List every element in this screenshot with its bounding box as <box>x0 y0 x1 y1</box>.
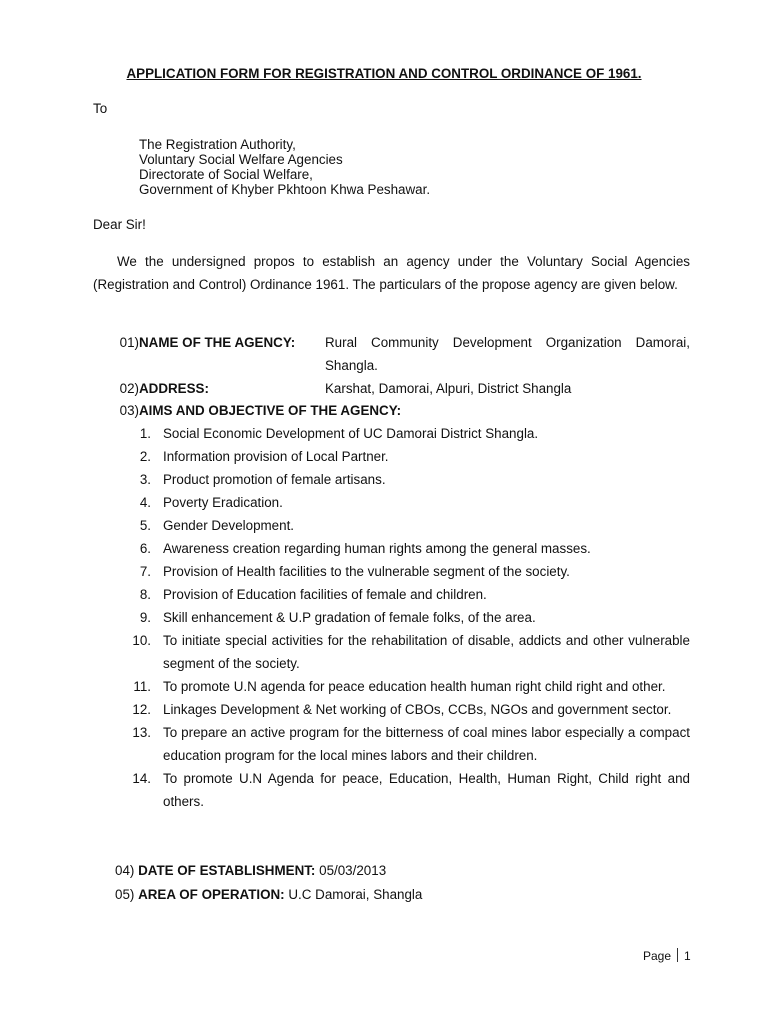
document-title: APPLICATION FORM FOR REGISTRATION AND CONTROL ORDINANCE OF 1961. <box>126 66 642 81</box>
recipient-address <box>139 137 430 197</box>
field-value: 05/03/2013 <box>319 863 387 878</box>
field-agency-name <box>115 331 690 377</box>
list-item <box>130 445 690 468</box>
list-item <box>130 583 690 606</box>
item-number: 6. <box>139 541 151 556</box>
page-number: 1 <box>684 949 691 963</box>
field-aims <box>115 399 690 422</box>
field-label: DATE OF ESTABLISHMENT: <box>138 863 316 878</box>
footer-divider <box>677 948 678 962</box>
field-label: ADDRESS: <box>139 381 209 396</box>
item-number: 10. <box>132 633 151 648</box>
list-item <box>130 606 690 629</box>
field-number: 03) <box>119 403 139 418</box>
item-text: Awareness creation regarding human rights among the general masses. <box>163 541 591 556</box>
item-text: To initiate special activities for the rehabilitation of disable, addicts and other vulnerable segment of the society. <box>163 633 690 671</box>
salutation: Dear Sir! <box>93 217 146 232</box>
address-line: Government of Khyber Pkhtoon Khwa Peshawar. <box>139 182 431 197</box>
intro-paragraph: We the undersigned propos to establish an agency under the Voluntary Social Agencies (Registration and Control) Ordinance 1961. The particulars of the propose agency are given below. <box>93 254 690 292</box>
item-number: 11. <box>133 679 151 694</box>
item-number: 5. <box>139 518 151 533</box>
item-number: 8. <box>139 587 151 602</box>
item-number: 13. <box>132 725 151 740</box>
list-item <box>130 422 690 445</box>
field-number: 02) <box>119 381 139 396</box>
item-text: To promote U.N Agenda for peace, Education, Health, Human Right, Child right and others. <box>163 771 690 809</box>
list-item <box>130 629 690 675</box>
field-label: NAME OF THE AGENCY: <box>139 335 296 350</box>
address-line: Directorate of Social Welfare, <box>139 167 313 182</box>
list-item <box>130 514 690 537</box>
field-value: Karshat, Damorai, Alpuri, District Shangla <box>325 381 572 396</box>
field-date <box>115 859 386 882</box>
field-label: AREA OF OPERATION: <box>138 887 285 902</box>
list-item <box>130 721 690 767</box>
list-item <box>130 698 690 721</box>
item-number: 4. <box>139 495 151 510</box>
item-text: To prepare an active program for the bitterness of coal mines labor especially a compact education program for the local mines labors and their children. <box>163 725 690 763</box>
list-item <box>130 468 690 491</box>
address-line: The Registration Authority, <box>139 137 296 152</box>
field-address <box>115 377 690 400</box>
item-number: 7. <box>139 564 151 579</box>
field-value: U.C Damorai, Shangla <box>288 887 423 902</box>
list-item <box>130 537 690 560</box>
item-text: Product promotion of female artisans. <box>163 472 386 487</box>
item-number: 9. <box>139 610 151 625</box>
item-number: 14. <box>132 771 151 786</box>
field-label: AIMS AND OBJECTIVE OF THE AGENCY: <box>139 403 402 418</box>
address-line: Voluntary Social Welfare Agencies <box>139 152 343 167</box>
item-text: Skill enhancement & U.P gradation of female folks, of the area. <box>163 610 536 625</box>
aims-list <box>130 422 690 813</box>
item-number: 1. <box>139 426 151 441</box>
item-text: Gender Development. <box>163 518 295 533</box>
item-number: 3. <box>139 472 151 487</box>
field-area <box>115 883 422 906</box>
list-item <box>130 560 690 583</box>
list-item <box>130 675 690 698</box>
field-number: 01) <box>119 335 139 350</box>
item-text: Linkages Development & Net working of CBOs, CCBs, NGOs and government sector. <box>163 702 672 717</box>
to-label: To <box>93 101 108 116</box>
item-text: Information provision of Local Partner. <box>163 449 389 464</box>
list-item <box>130 491 690 514</box>
item-number: 2. <box>139 449 151 464</box>
field-number: 04) <box>115 863 135 878</box>
list-item <box>130 767 690 813</box>
page-label: Page <box>643 949 672 963</box>
field-number: 05) <box>115 887 135 902</box>
page-footer <box>643 948 691 963</box>
item-number: 12. <box>132 702 151 717</box>
field-value: Rural Community Development Organization Damorai, Shangla. <box>325 335 690 373</box>
item-text: Provision of Education facilities of female and children. <box>163 587 487 602</box>
item-text: To promote U.N agenda for peace education health human right child right and other. <box>163 679 666 694</box>
item-text: Poverty Eradication. <box>163 495 283 510</box>
item-text: Social Economic Development of UC Damorai District Shangla. <box>163 426 539 441</box>
item-text: Provision of Health facilities to the vulnerable segment of the society. <box>163 564 570 579</box>
